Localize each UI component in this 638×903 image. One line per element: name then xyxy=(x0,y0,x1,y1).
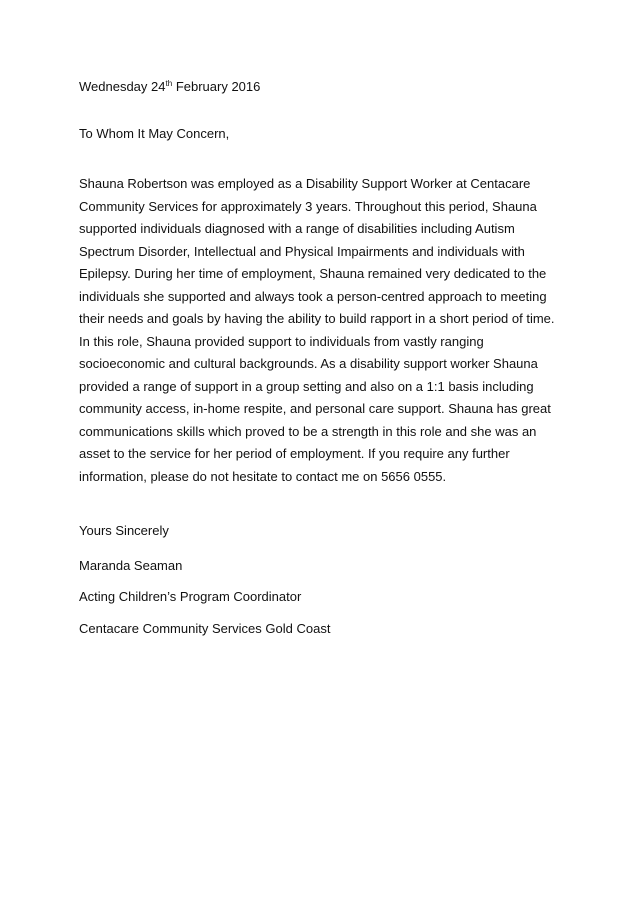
date-day-suffix: th xyxy=(165,79,173,88)
body-line: individuals she supported and always took a person-centred approach to meeting xyxy=(79,288,547,304)
signer-name: Maranda Seaman xyxy=(79,558,183,573)
body-line: provided a range of support in a group setting and also on a 1:1 basis including xyxy=(79,378,534,394)
body-line: their needs and goals by having the ability to build rapport in a short period of time. xyxy=(79,311,555,326)
body-line: community access, in-home respite, and personal care support. Shauna has great xyxy=(79,401,551,416)
date-weekday: Wednesday xyxy=(79,79,148,94)
body-line: Community Services for approximately 3 years. Throughout this period, Shauna xyxy=(79,198,537,214)
body-line: communications skills which proved to be a strength in this role and she was an xyxy=(79,423,537,439)
body-line: Shauna Robertson was employed as a Disability Support Worker at Centacare xyxy=(79,176,531,191)
date-month-year: February 2016 xyxy=(175,79,261,94)
letter-date xyxy=(79,79,260,94)
signer-title: Acting Children’s Program Coordinator xyxy=(79,589,302,604)
body-line: In this role, Shauna provided support to individuals from vastly ranging xyxy=(79,333,484,349)
letter-body xyxy=(79,173,559,488)
body-line: Epilepsy. During her time of employment, Shauna remained very dedicated to the xyxy=(79,266,547,281)
body-line: Spectrum Disorder, Intellectual and Physical Impairments and individuals with xyxy=(79,243,525,259)
body-line: asset to the service for her period of employment. If you require any further xyxy=(79,446,510,461)
date-day: 24th xyxy=(151,79,173,94)
closing: Yours Sincerely xyxy=(79,523,169,538)
body-line: supported individuals diagnosed with a range of disabilities including Autism xyxy=(79,221,515,236)
body-line: socioeconomic and cultural backgrounds. As a disability support worker Shauna xyxy=(79,356,538,371)
salutation: To Whom It May Concern, xyxy=(79,126,230,141)
body-line: information, please do not hesitate to contact me on 5656 0555. xyxy=(79,468,447,484)
organization-name: Centacare Community Services Gold Coast xyxy=(79,621,331,636)
